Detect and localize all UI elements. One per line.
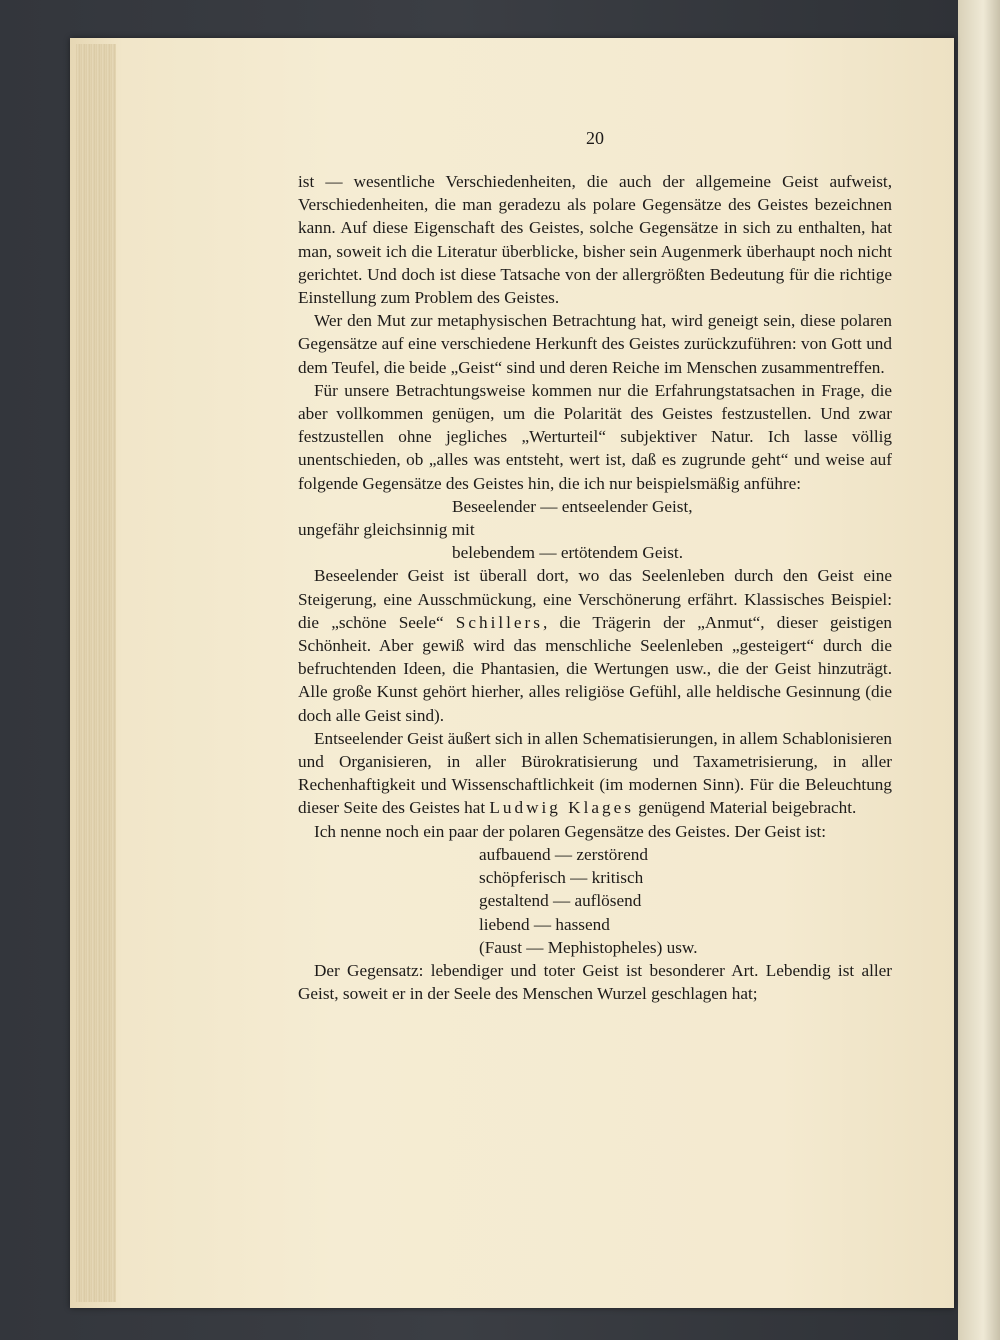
paragraph-7: Der Gegensatz: lebendiger und toter Geist ist besonderer Art. Lebendig ist aller Geist, soweit er in der Seele des Menschen Wurzel geschlagen hat; [298,960,892,1004]
list-item: liebend — hassend [479,914,610,934]
paragraph-3: Für unsere Betrachtungsweise kommen nur die Erfahrungstatsachen in Frage, die aber vollkommen genügen, um die Polarität des Geistes festzustellen. Und zwar festzustellen ohne jegliches „Werturteil“ subjektiver Natur. Ich lasse völlig unentschieden, ob „alles was entsteht, wert ist, daß es zugrunde geht“ und weise auf folgende Gegensätze des Geistes hin, die ich nur beispielsmäßig anführe: [298,380,892,493]
page-edges [76,44,116,1302]
author-name-klages: Ludwig Klages [489,798,634,818]
list-item: (Faust — Mephistopheles) usw. [479,937,698,957]
page-number: 20 [586,128,604,148]
paragraph-5 [298,727,892,820]
paragraph-5-part-1: Entseelender Geist äußert sich in allen Schematisierungen, in allem Schablonisieren und Organisieren, in aller Bürokratisierung und Taxametrisierung, in aller Rechenhaftigkeit und Wissenschaftlichkeit (im modernen Sinn). Für die Beleuchtung dieser Seite des Geistes hat [298,728,892,818]
paragraph-4-part-2: , die Trägerin der „Anmut“, dieser geistigen Schönheit. Aber gewiß wird das menschliche Seelenleben „gesteigert“ durch die befruchtenden Ideen, die Phantasien, die Wertungen usw., die der Geist hinzuträgt. Alle große Kunst gehört hierher, alles religiöse Gefühl, alle heldische Gesinnung (die doch alle Geist sind). [298,612,893,725]
paragraph-4 [298,564,892,726]
author-name-schiller: Schillers [455,612,543,632]
page-text [298,170,892,1005]
contrast-line-1: Beseelender — entseelender Geist, [452,496,693,516]
facing-page-edge [958,0,1000,1340]
paragraph-6: Ich nenne noch ein paar der polaren Gegensätze des Geistes. Der Geist ist: [314,821,827,841]
list-item: schöpferisch — kritisch [479,868,644,888]
list-item: aufbauend — zerstörend [479,844,648,864]
paragraph-4-part-1: Beseelender Geist ist überall dort, wo das Seelenleben durch den Geist eine Steigerung, eine Ausschmückung, eine Verschönerung erfährt. Klassisches Beispiel: die „schöne Seele“ [298,566,892,632]
paragraph-5-part-2: genügend Material beigebracht. [633,798,857,818]
contrast-line-2: belebendem — ertötendem Geist. [452,543,683,563]
paragraph-1: ist — wesentliche Verschiedenheiten, die auch der allgemeine Geist aufweist, Verschiedenheiten, die man geradezu als polare Gegensätze des Geistes bezeichnen kann. Auf diese Eigenschaft des Geistes, solche Gegensätze in sich zu enthalten, hat man, soweit ich die Literatur überblicke, bisher sein Augenmerk überhaupt noch nicht gerichtet. Und doch ist diese Tatsache von der allergrößten Bedeutung für die richtige Einstellung zum Problem des Geistes. [298,172,892,308]
paragraph-2: Wer den Mut zur metaphysischen Betrachtung hat, wird geneigt sein, diese polaren Gegensätze auf eine verschiedene Herkunft des Geistes zurückzuführen: von Gott und dem Teufel, die beide „Geist“ sind und deren Reiche im Menschen zusammentreffen. [298,311,892,377]
list-item: gestaltend — auflösend [479,891,642,911]
contrast-connector: ungefähr gleichsinnig mit [298,520,475,540]
